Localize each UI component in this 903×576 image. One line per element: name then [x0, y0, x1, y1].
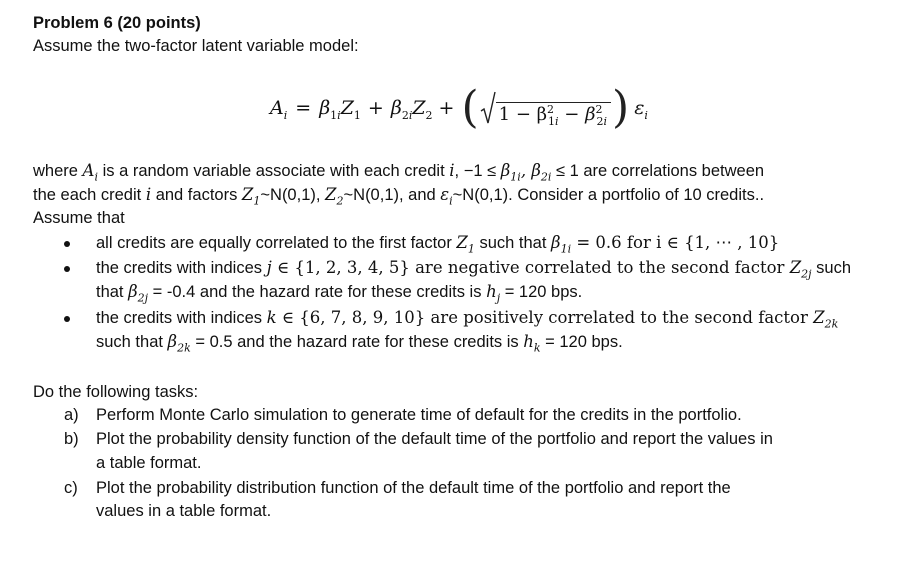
task-b-text-1: Plot the probability density function of the default time of the portfolio and report the values in	[96, 430, 773, 448]
bullet-dot	[64, 316, 70, 322]
task-b-text-2: a table format.	[96, 454, 202, 472]
task-label: c)	[64, 479, 78, 497]
task-c-text-1: Plot the probability distribution function of the default time of the portfolio and report the	[96, 479, 731, 497]
radical-sign	[480, 91, 496, 125]
bullet-dot	[64, 241, 70, 247]
assume-that: Assume that	[33, 209, 125, 227]
bullet-3-line-2: such that $\beta_{2k} = 0.5$ and the hazard rate for these credits is $h_k = 120$ bps.	[96, 332, 623, 355]
task-label: a)	[64, 406, 79, 424]
model-equation: $A_i$ = $\beta_{1i}Z_1$ + $\beta_{2i}Z_2$ + ( $1 - \beta^2_{1i} - \beta^2_{2i}$ ) $\varepsilon_i$	[270, 82, 648, 133]
bullet-2-line-1: the credits with indices j ∈ {1, 2, 3, 4, 5} are negative correlated to the second factor $Z_{2j}$ such	[96, 258, 852, 281]
where-line-2: the each credit i and factors $Z_1\sim N(0,1)$, $Z_2\sim N(0,1)$, and $\varepsilon_i\sim N(0,1)$. Consider a portfolio of 10 credits..	[33, 185, 765, 208]
problem-title: Problem 6 (20 points)	[33, 14, 201, 32]
task-c-text-2: values in a table format.	[96, 502, 272, 520]
bullet-2-line-2: that $\beta_{2j} = -0.4$ and the hazard rate for these credits is $h_j = 120$ bps.	[96, 282, 583, 305]
intro-text: Assume the two-factor latent variable model:	[33, 37, 359, 55]
tasks-heading: Do the following tasks:	[33, 383, 199, 401]
bullet-1: all credits are equally correlated to the first factor $Z_1$ such that $\beta_{1i} = 0.6$ for i ∈ {1, ⋯ , 10}	[96, 233, 780, 256]
bullet-dot	[64, 266, 70, 272]
task-a-text: Perform Monte Carlo simulation to generate time of default for the credits in the portfolio.	[96, 406, 742, 424]
where-line-1: where $A_i$ is a random variable associate with each credit i, $-1 \le \beta_{1i}$, $\beta_{2i} \le 1$ are correlations between	[33, 161, 765, 184]
sqrt-term: $1 - \beta^2_{1i} - \beta^2_{2i}$	[480, 91, 611, 125]
task-label: b)	[64, 430, 79, 448]
bullet-3-line-1: the credits with indices k ∈ {6, 7, 8, 9, 10} are positively correlated to the second factor $Z_{2k}$	[96, 308, 839, 331]
